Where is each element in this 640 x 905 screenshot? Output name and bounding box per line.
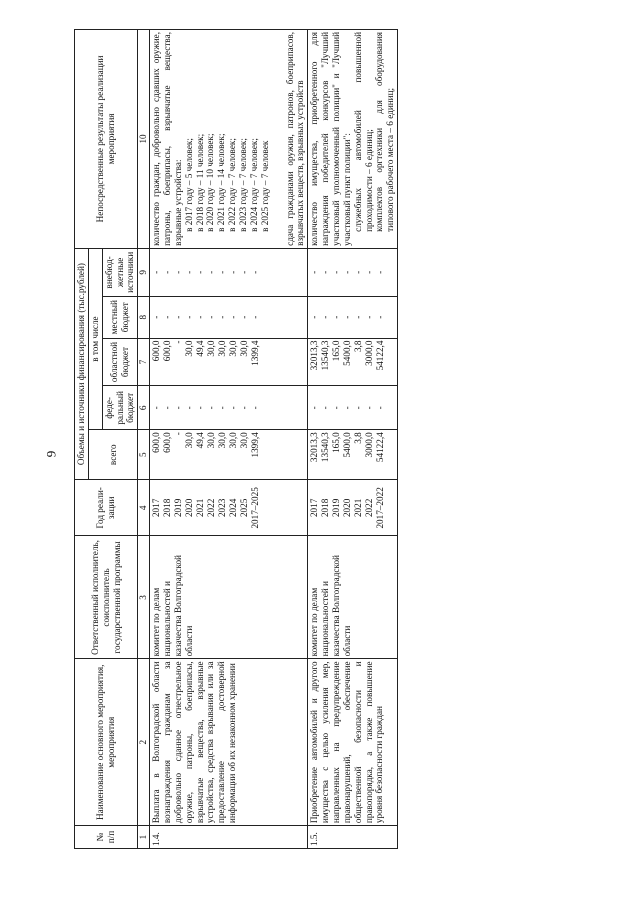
- local-value: -: [250, 315, 261, 319]
- total-value: 3000,0: [364, 432, 375, 458]
- header-num: № п/п: [75, 826, 138, 849]
- regional-value: 30,0: [184, 340, 195, 357]
- federal-value: -: [364, 406, 375, 410]
- result-line: в 2022 году – 7 человек;: [227, 138, 238, 232]
- regional-value: 32013,3: [309, 340, 320, 371]
- extra-value: -: [331, 270, 342, 274]
- federal-value: -: [184, 406, 195, 410]
- header-including: в том числе: [88, 248, 102, 429]
- executor-cell: комитет по делам национальностей и казачества Волгоградской области: [150, 536, 308, 659]
- total-value: -: [173, 432, 184, 436]
- col-index: 2: [138, 659, 150, 826]
- federal-value: -: [195, 406, 206, 410]
- header-total: всего: [88, 430, 137, 480]
- extra-value: -: [250, 270, 261, 274]
- years-value: 2017–2022: [375, 487, 386, 529]
- total-value: 30,0: [184, 432, 195, 449]
- col-index: 8: [138, 296, 150, 338]
- years-value: 2022: [364, 498, 375, 518]
- result-line: в 2025 году – 7 человек: [259, 140, 270, 232]
- result-line: в 2024 году – 7 человек;: [248, 138, 259, 232]
- regional-value: 13540,3: [320, 340, 331, 371]
- local-value: -: [375, 315, 386, 319]
- years-value: 2020: [184, 498, 195, 518]
- total-value: 30,0: [217, 432, 228, 449]
- row-number: 1.5.: [308, 826, 398, 849]
- years-value: 2017: [151, 498, 162, 518]
- regional-value: 1399,4: [250, 340, 261, 366]
- total-value: 32013,3: [309, 432, 320, 463]
- extra-cell: [308, 248, 398, 296]
- regional-value: 5400,0: [342, 340, 353, 366]
- table-row: [308, 30, 398, 849]
- result-line: служебных автомобилей повышенной проходимости – 6 единиц;: [352, 32, 374, 232]
- result-line: в 2023 году – 7 человек;: [238, 138, 249, 232]
- local-value: -: [184, 315, 195, 319]
- regional-value: 600,0: [151, 340, 162, 362]
- years-value: 2021: [195, 498, 206, 518]
- total-value: 13540,3: [320, 432, 331, 463]
- years-value: 2025: [239, 498, 250, 518]
- result-line: сдача гражданами оружия, патронов, боеприпасов, взрывчатых веществ, взрывных устройств: [284, 32, 306, 246]
- local-cell: [308, 296, 398, 338]
- extra-value: -: [375, 270, 386, 274]
- regional-value: 3,8: [353, 340, 364, 353]
- federal-value: -: [375, 406, 386, 410]
- header-local: местный бюджет: [102, 296, 138, 338]
- results-cell: [150, 30, 308, 249]
- local-value: -: [320, 315, 331, 319]
- years-cell: [150, 480, 308, 536]
- years-cell: [308, 480, 398, 536]
- col-index: 4: [138, 480, 150, 536]
- col-index: 6: [138, 386, 150, 430]
- federal-value: -: [228, 406, 239, 410]
- years-value: 2017: [309, 498, 320, 518]
- extra-value: -: [342, 270, 353, 274]
- regional-cell: [308, 338, 398, 386]
- federal-value: -: [151, 406, 162, 410]
- total-cell: [308, 430, 398, 480]
- program-table: [74, 29, 398, 849]
- header-financing: Объемы и источники финансирования (тыс.рублей): [75, 248, 89, 479]
- total-value: 600,0: [151, 432, 162, 453]
- col-index: 3: [138, 536, 150, 659]
- federal-value: -: [342, 406, 353, 410]
- header-executor: Ответственный исполнитель, соисполнитель государственной программы: [75, 536, 138, 659]
- federal-value: -: [331, 406, 342, 410]
- rotated-page: [68, 0, 640, 905]
- local-value: -: [151, 315, 162, 319]
- total-value: 5400,0: [342, 432, 353, 458]
- table-row: [150, 30, 308, 849]
- years-value: 2021: [353, 498, 364, 518]
- column-index-row: [138, 30, 150, 849]
- local-value: -: [331, 315, 342, 319]
- extra-value: -: [353, 270, 364, 274]
- local-value: -: [364, 315, 375, 319]
- federal-cell: [150, 386, 308, 430]
- total-value: 54122,4: [375, 432, 386, 463]
- federal-value: -: [206, 406, 217, 410]
- result-line: в 2017 году – 5 человек;: [183, 138, 194, 232]
- result-line: в 2020 году – 10 человек;: [205, 133, 216, 232]
- years-value: 2017–2025: [250, 487, 261, 529]
- executor-cell: комитет по делам национальностей и казачества Волгоградской области: [308, 536, 398, 659]
- total-cell: [150, 430, 308, 480]
- extra-value: -: [173, 270, 184, 274]
- col-index: 5: [138, 430, 150, 480]
- local-value: -: [342, 315, 353, 319]
- federal-cell: [308, 386, 398, 430]
- extra-value: -: [320, 270, 331, 274]
- results-cell: [308, 30, 398, 249]
- table-header: [75, 30, 150, 849]
- total-value: 30,0: [239, 432, 250, 449]
- federal-value: -: [353, 406, 364, 410]
- total-value: 49,4: [195, 432, 206, 449]
- federal-value: -: [162, 406, 173, 410]
- total-value: 1399,4: [250, 432, 261, 458]
- federal-value: -: [309, 406, 320, 410]
- extra-value: -: [228, 270, 239, 274]
- regional-value: 165,0: [331, 340, 342, 362]
- years-value: 2018: [320, 498, 331, 518]
- result-line: в 2018 году – 11 человек;: [194, 133, 205, 232]
- extra-value: -: [184, 270, 195, 274]
- local-value: -: [173, 315, 184, 319]
- extra-value: -: [217, 270, 228, 274]
- col-index: 1: [138, 826, 150, 849]
- extra-value: -: [162, 270, 173, 274]
- years-value: 2023: [217, 498, 228, 518]
- result-line: количество имущества, приобретенного для награждения победителей конкурсов "Лучший участковый уполномоченный полиции" и "Лучший участковый пункт полиции":: [309, 32, 352, 246]
- row-number: 1.4.: [150, 826, 308, 849]
- local-value: -: [309, 315, 320, 319]
- total-value: 3,8: [353, 432, 364, 444]
- extra-value: -: [239, 270, 250, 274]
- regional-value: 30,0: [228, 340, 239, 357]
- col-index: 7: [138, 338, 150, 386]
- local-value: -: [228, 315, 239, 319]
- extra-value: -: [151, 270, 162, 274]
- measure-name: Приобретение автомобилей и другого имущества с целью усиления мер, направленных на предупреждение правонарушений, обеспечение общественной безопасности и правопорядка, а также повышение уровня безопасности граждан: [308, 659, 398, 826]
- regional-value: -: [173, 340, 184, 344]
- local-value: -: [195, 315, 206, 319]
- total-value: 600,0: [162, 432, 173, 453]
- extra-value: -: [206, 270, 217, 274]
- local-value: -: [206, 315, 217, 319]
- federal-value: -: [173, 406, 184, 410]
- extra-value: -: [309, 270, 320, 274]
- regional-value: 30,0: [239, 340, 250, 357]
- result-line: комплектов оргтехники для оборудования типового рабочего места – 6 единиц;: [374, 32, 396, 232]
- col-index: 9: [138, 248, 150, 296]
- federal-value: -: [217, 406, 228, 410]
- years-value: 2019: [331, 498, 342, 518]
- total-value: 30,0: [228, 432, 239, 449]
- regional-value: 49,4: [195, 340, 206, 357]
- total-value: 30,0: [206, 432, 217, 449]
- header-year: Год реали-зации: [75, 480, 138, 536]
- regional-cell: [150, 338, 308, 386]
- local-value: -: [239, 315, 250, 319]
- years-value: 2020: [342, 498, 353, 518]
- local-value: -: [217, 315, 228, 319]
- extra-value: -: [195, 270, 206, 274]
- years-value: 2019: [173, 498, 184, 518]
- years-value: 2022: [206, 498, 217, 518]
- result-line: в 2021 году – 14 человек;: [216, 133, 227, 232]
- total-value: 165,0: [331, 432, 342, 453]
- extra-cell: [150, 248, 308, 296]
- local-value: -: [353, 315, 364, 319]
- regional-value: 30,0: [217, 340, 228, 357]
- regional-value: 30,0: [206, 340, 217, 357]
- local-cell: [150, 296, 308, 338]
- header-federal: феде-ральный бюджет: [102, 386, 138, 430]
- page-number: 9: [43, 450, 59, 458]
- federal-value: -: [250, 406, 261, 410]
- result-line: количество граждан, добровольно сдавших оружие, патроны, боеприпасы, взрывчатые вещества, взрывные устройства:: [151, 32, 183, 246]
- federal-value: -: [239, 406, 250, 410]
- header-regional: областной бюджет: [102, 338, 138, 386]
- header-name: Наименование основного мероприятия, мероприятия: [75, 659, 138, 826]
- regional-value: 600,0: [162, 340, 173, 362]
- col-index: 10: [138, 30, 150, 249]
- extra-value: -: [364, 270, 375, 274]
- header-extra: внебюд-жетные источники: [102, 248, 138, 296]
- years-value: 2018: [162, 498, 173, 518]
- years-value: 2024: [228, 498, 239, 518]
- regional-value: 54122,4: [375, 340, 386, 371]
- local-value: -: [162, 315, 173, 319]
- table-body: [150, 30, 398, 849]
- federal-value: -: [320, 406, 331, 410]
- regional-value: 3000,0: [364, 340, 375, 366]
- measure-name: Выплата в Волгоградской области вознаграждения гражданам за добровольно сданное огнестрельное оружие, патроны, боеприпасы, взрывчатые вещества, взрывные устройства, средства взрывания или за предоставление достоверной информации об их незаконном хранении: [150, 659, 308, 826]
- header-results: Непосредственные результаты реализации мероприятия: [75, 30, 138, 249]
